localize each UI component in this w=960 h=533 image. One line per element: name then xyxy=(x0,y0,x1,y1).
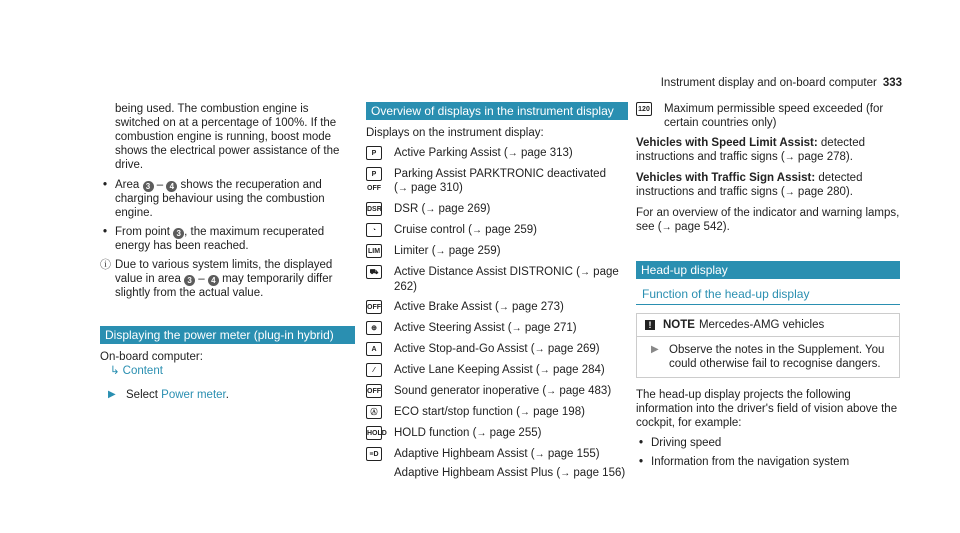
content-link[interactable]: Content xyxy=(122,365,163,377)
menu-path xyxy=(100,364,355,378)
highbeam-assist-icon: ≡D xyxy=(366,447,382,461)
paragraph: For an overview of the indicator and warning lamps, see (→ page 542). xyxy=(636,207,900,233)
power-meter-link[interactable]: Power meter xyxy=(161,389,226,401)
stop-and-go-icon: A xyxy=(366,342,382,356)
display-item: DSR DSR (→ page 269) xyxy=(367,203,491,215)
display-item: A Active Stop-and-Go Assist (→ page 269) xyxy=(366,342,628,357)
page-ref-link[interactable]: page 273) xyxy=(512,301,564,313)
column-middle xyxy=(366,102,628,487)
ref-arrow-icon: → xyxy=(579,267,590,278)
ref-arrow-icon: → xyxy=(425,204,436,215)
info-icon: ⓘ xyxy=(100,259,111,271)
display-item: P Active Parking Assist (→ page 313) xyxy=(366,146,628,161)
page-ref-link[interactable]: page 483) xyxy=(559,385,612,397)
callout-3: 3 xyxy=(173,228,184,239)
ref-arrow-icon: → xyxy=(511,323,522,334)
ref-arrow-icon: → xyxy=(661,222,672,233)
ref-arrow-icon: → xyxy=(519,407,530,418)
display-item: ◔ Cruise control (→ page 259) xyxy=(366,223,628,238)
ref-arrow-icon: → xyxy=(507,148,518,159)
page-ref-link[interactable]: page 284) xyxy=(552,364,605,376)
active-parking-assist-icon: P xyxy=(366,146,382,160)
page-ref-link[interactable]: page 271) xyxy=(524,322,577,334)
display-item: ⊕ Active Steering Assist (→ page 271) xyxy=(366,321,628,336)
bullet-item: • Information from the navigation system xyxy=(636,455,900,469)
header-title: Instrument display and on-board computer xyxy=(660,77,877,89)
step-arrow-icon: ▶ xyxy=(651,344,659,355)
ref-arrow-icon: → xyxy=(471,225,482,236)
onboard-label: On-board computer: xyxy=(100,351,203,363)
ref-arrow-icon: → xyxy=(534,344,545,355)
section-heading: Head-up display xyxy=(636,261,900,279)
steering-assist-icon: ⊕ xyxy=(366,321,382,335)
limiter-icon: LIM xyxy=(366,244,382,258)
ref-arrow-icon: → xyxy=(397,183,408,194)
ref-arrow-icon: → xyxy=(435,246,446,257)
paragraph: being used. The combustion engine is switched on at a percentage of 100%. If the combustion engine is running, boost mode shows the electrical power assistance of the drive. xyxy=(115,103,340,171)
ref-arrow-icon: → xyxy=(546,386,557,397)
bullet-item: • From point 3 , the maximum recuperated energy has been reached. xyxy=(100,225,355,253)
ref-arrow-icon: → xyxy=(534,449,545,460)
bullet-item: • Area 3 – 4 shows the recuperation and charging behaviour using the combustion engine. xyxy=(100,178,355,220)
callout-4: 4 xyxy=(166,181,177,192)
page-ref-link[interactable]: page 259) xyxy=(448,245,501,257)
display-item: ≡D Adaptive Highbeam Assist (→ page 155) xyxy=(366,447,628,462)
cruise-control-icon: ◔ xyxy=(366,223,382,237)
page-ref-link[interactable]: page 155) xyxy=(547,448,600,460)
callout-3: 3 xyxy=(143,181,154,192)
column-right xyxy=(636,102,900,474)
callout-3: 3 xyxy=(184,275,195,286)
display-item: ⁄ Active Lane Keeping Assist (→ page 284) xyxy=(366,363,628,378)
dsr-icon: DSR xyxy=(366,202,382,216)
display-item: Adaptive Highbeam Assist Plus (→ page 156) xyxy=(394,467,626,479)
hold-icon: HOLD xyxy=(366,426,382,440)
page-ref-link[interactable]: page 313) xyxy=(520,147,573,159)
warning-icon: ! xyxy=(645,320,655,330)
page-number: 333 xyxy=(882,77,902,89)
section-heading: Overview of displays in the instrument display xyxy=(366,102,628,120)
ref-arrow-icon: → xyxy=(784,152,795,163)
note-header: ! NOTE Mercedes-AMG vehicles xyxy=(637,314,899,337)
brake-assist-off-icon: OFF xyxy=(366,300,382,314)
return-arrow-icon: ↳ xyxy=(110,365,120,377)
paragraph: The head-up display projects the following information into the driver's field of vision above the cockpit, for example: xyxy=(636,389,898,429)
ref-arrow-icon: → xyxy=(784,187,795,198)
ref-arrow-icon: → xyxy=(560,468,571,479)
instruction-step: ▶ Select Power meter. xyxy=(108,389,229,401)
display-item: Ⓐ ECO start/stop function (→ page 198) xyxy=(366,405,628,420)
intro-text: Displays on the instrument display: xyxy=(366,127,544,139)
eco-start-stop-icon: Ⓐ xyxy=(366,405,382,419)
ref-arrow-icon: → xyxy=(539,365,550,376)
display-item: OFF Sound generator inoperative (→ page 483) xyxy=(367,385,612,397)
paragraph: Vehicles with Traffic Sign Assist: detected instructions and traffic signs (→ page 280). xyxy=(636,172,863,198)
ref-arrow-icon: → xyxy=(476,428,487,439)
speed-exceeded-icon: 120 xyxy=(636,102,652,116)
display-item: LIM Limiter (→ page 259) xyxy=(367,245,501,257)
page-ref-link[interactable]: page 262) xyxy=(394,266,619,293)
note-box xyxy=(636,313,900,378)
page-ref-link[interactable]: page 269) xyxy=(547,343,600,355)
page-ref-link[interactable]: page 278). xyxy=(797,151,853,163)
display-item: P OFF Parking Assist PARKTRONIC deactivated (→ page 310) xyxy=(367,168,606,194)
display-item: OFF Active Brake Assist (→ page 273) xyxy=(367,301,564,313)
page-ref-link[interactable]: page 280). xyxy=(797,186,853,198)
display-list xyxy=(366,146,628,462)
note-body: ▶ Observe the notes in the Supplement. You could otherwise fail to recognise dangers. xyxy=(651,344,885,370)
paragraph: Vehicles with Speed Limit Assist: detected instructions and traffic signs (→ page 278). xyxy=(636,137,866,163)
column-left xyxy=(100,102,355,410)
info-note: ⓘ Due to various system limits, the displayed value in area 3 – 4 may temporarily differ slightly from the actual value. xyxy=(100,259,333,299)
page-ref-link[interactable]: page 198) xyxy=(533,406,585,418)
page-ref-link[interactable]: page 310) xyxy=(411,182,463,194)
page-ref-link[interactable]: page 269) xyxy=(438,203,491,215)
display-item: HOLD HOLD function (→ page 255) xyxy=(367,427,542,439)
sound-generator-off-icon: OFF xyxy=(366,384,382,398)
section-heading: Displaying the power meter (plug-in hybrid) xyxy=(100,326,355,344)
bullet-item: • Driving speed xyxy=(636,436,900,450)
display-item: ⛟ Active Distance Assist DISTRONIC (→ page 262) xyxy=(366,265,628,294)
page-ref-link[interactable]: page 542). xyxy=(674,221,730,233)
callout-4: 4 xyxy=(208,275,219,286)
subsection-heading: Function of the head-up display xyxy=(636,285,900,305)
page-ref-link[interactable]: page 255) xyxy=(489,427,542,439)
distronic-icon: ⛟ xyxy=(366,265,382,279)
display-item: 120 Maximum permissible speed exceeded (for certain countries only) xyxy=(636,102,900,130)
page-ref-link[interactable]: page 156) xyxy=(573,467,626,479)
page-header xyxy=(661,76,902,90)
parktronic-off-icon: P OFF xyxy=(366,167,382,181)
lane-keeping-icon: ⁄ xyxy=(366,363,382,377)
ref-arrow-icon: → xyxy=(498,302,509,313)
step-arrow-icon: ▶ xyxy=(108,389,116,400)
page-ref-link[interactable]: page 259) xyxy=(485,224,537,236)
